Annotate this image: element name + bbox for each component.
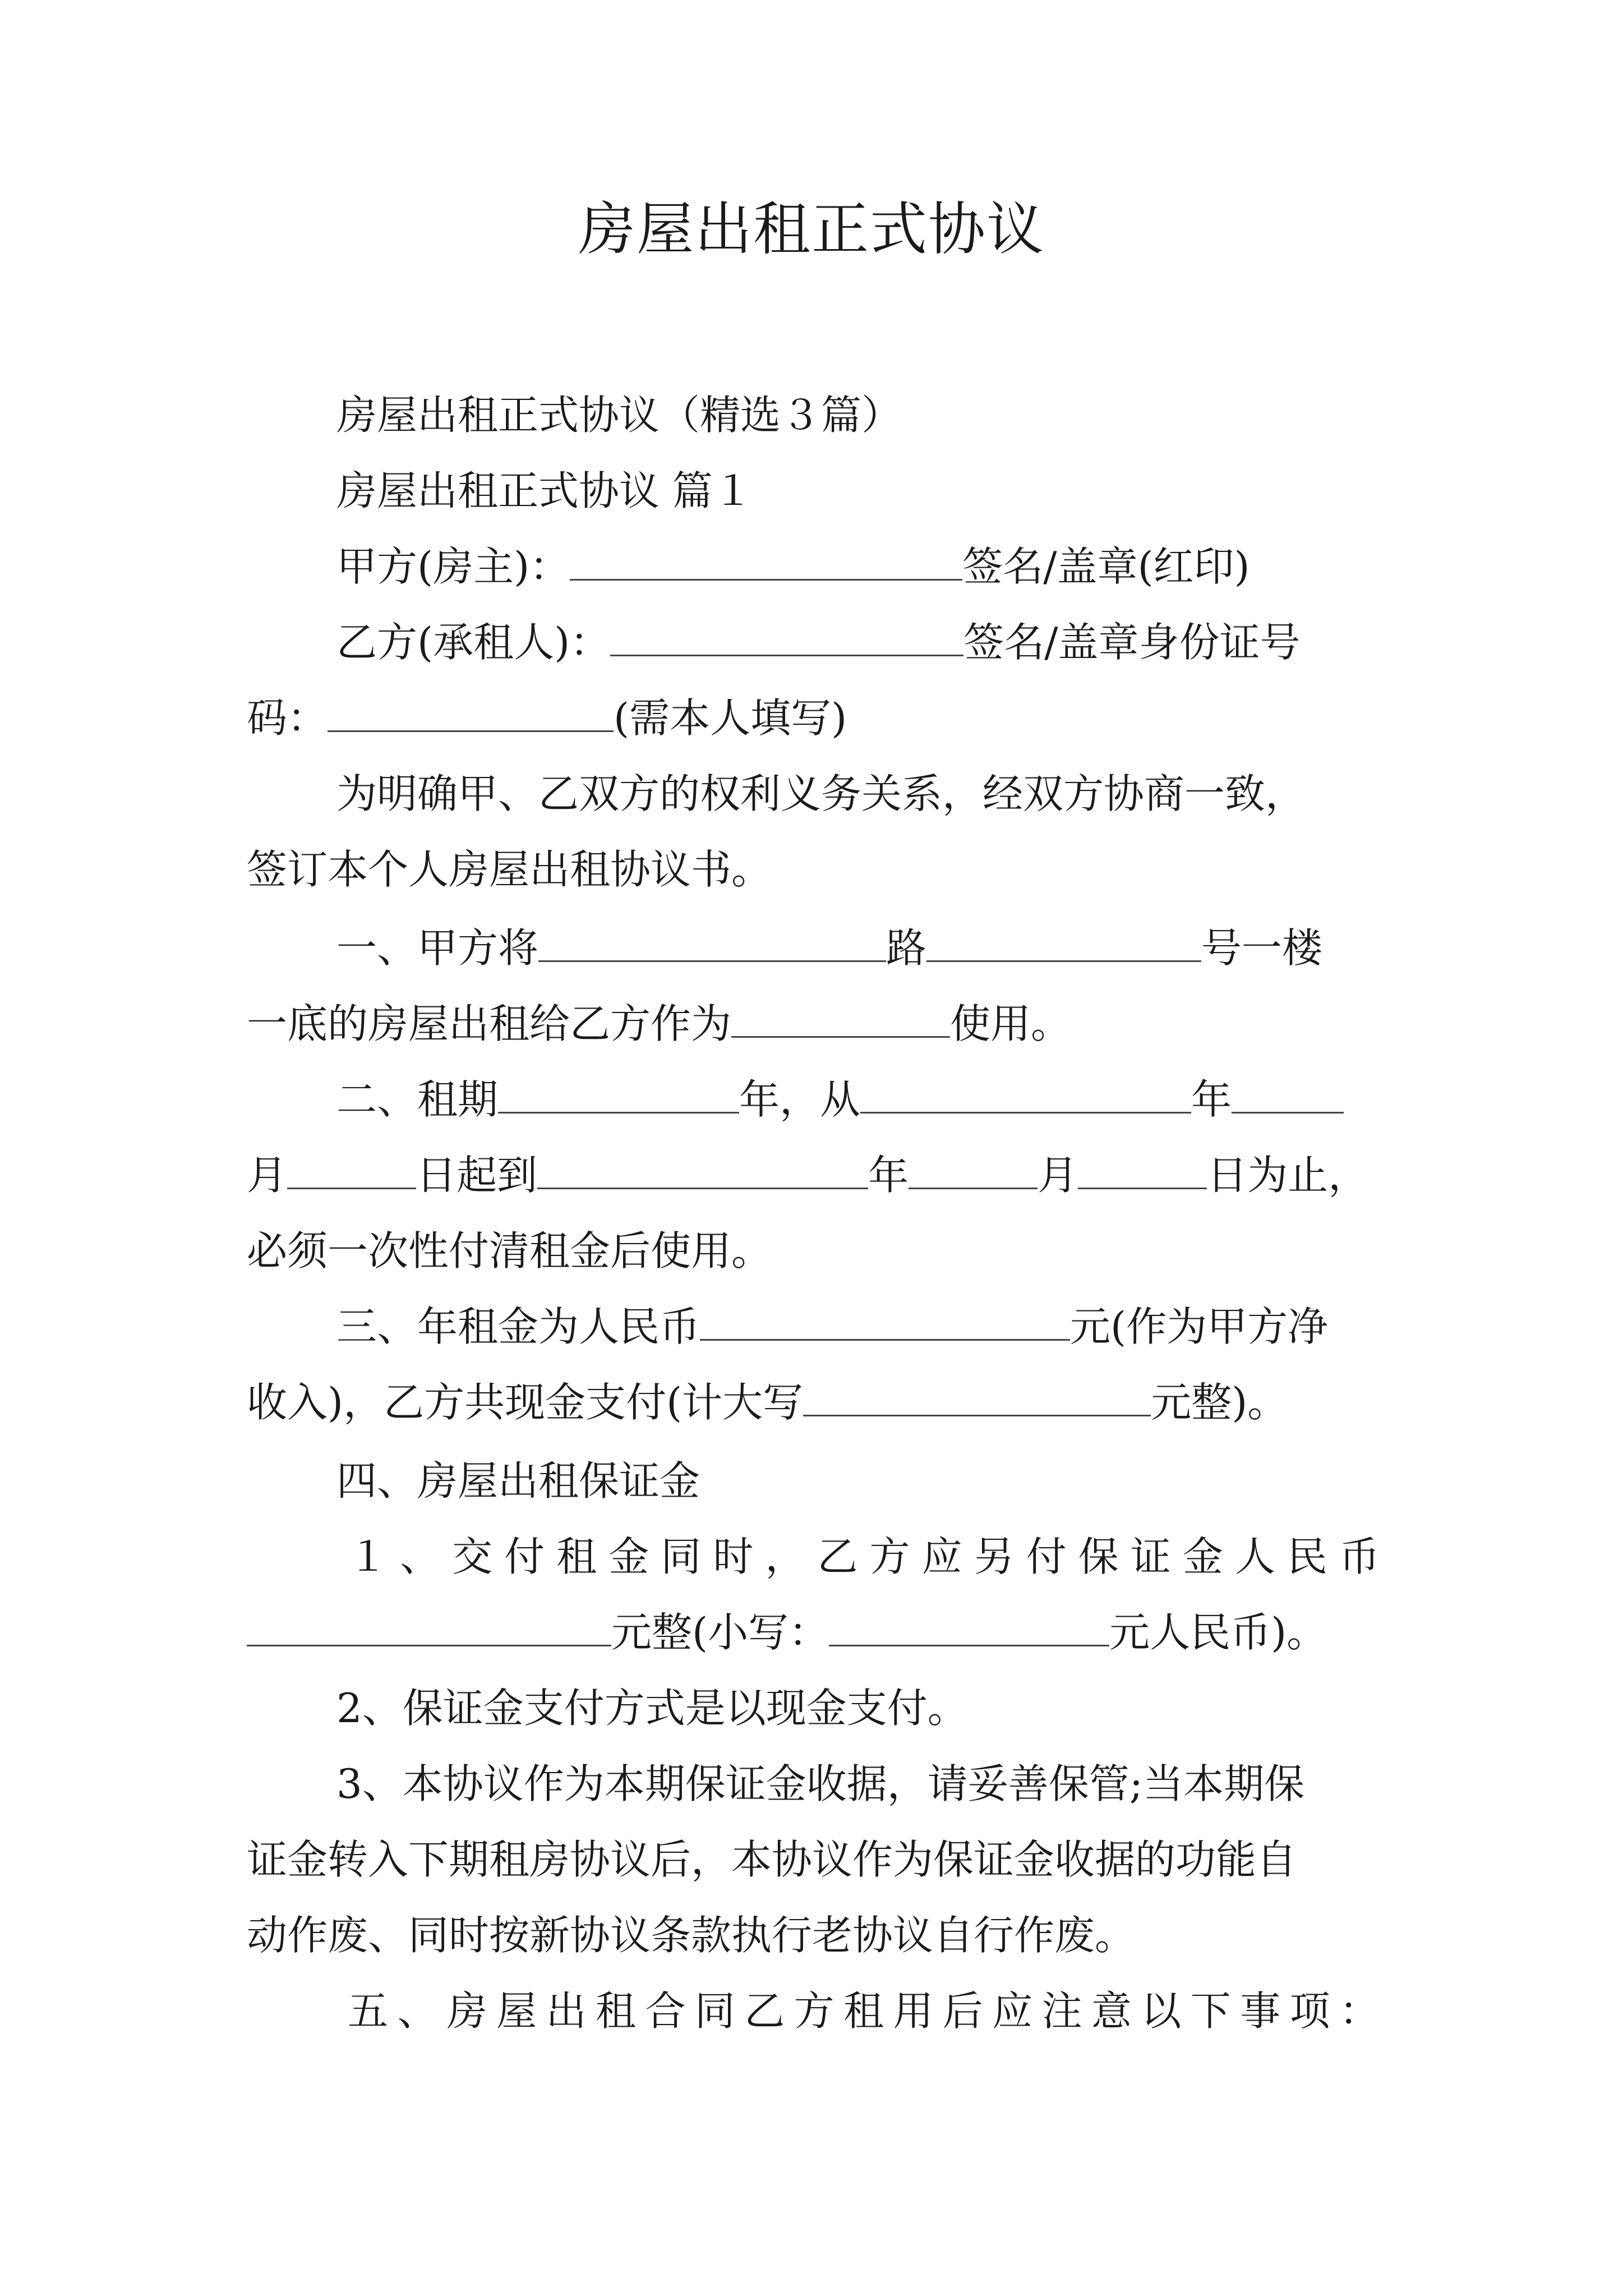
road-blank <box>538 921 886 962</box>
party-b-label: 乙方(承租人)： <box>336 619 611 666</box>
clause-2-text-g: 月 <box>1038 1152 1078 1199</box>
clause-4-1-line-2 <box>247 1604 1380 1660</box>
clause-3-text-c: 收入)，乙方共现金支付(计大写 <box>247 1379 804 1426</box>
clause-4-1-text-b: 元整(小写： <box>611 1609 829 1656</box>
clause-1-line-1 <box>336 920 1380 976</box>
rent-uppercase-blank <box>803 1375 1151 1416</box>
clause-3-line-1 <box>336 1299 1380 1355</box>
document-title: 房屋出租正式协议 <box>578 196 1045 263</box>
clause-4-1-line-1: １、交付租金同时，乙方应另付保证金人民币 <box>348 1533 1380 1580</box>
clause-5-heading: 五、房屋出租合同乙方租用后应注意以下事项： <box>348 1987 1380 2035</box>
term-years-blank <box>498 1073 739 1114</box>
clause-2-text-d: 月 <box>247 1152 288 1199</box>
clause-4-3-line-3: 动作废、同时按新协议条款执行老协议自行作废。 <box>247 1912 1136 1959</box>
clause-3-text-a: 三、年租金为人民币 <box>336 1303 700 1350</box>
clause-2-text-f: 年 <box>868 1152 909 1199</box>
clause-2-line-2 <box>247 1147 1380 1203</box>
clause-1-text-a: 一、甲方将 <box>336 924 539 972</box>
clause-4-1-text-c: 元人民币)。 <box>1109 1609 1327 1656</box>
deposit-lowercase-blank <box>829 1605 1109 1646</box>
id-number-blank <box>328 691 614 732</box>
clause-1-line-2 <box>247 996 1380 1052</box>
preamble-line-1: 为明确甲、乙双方的权利义务关系，经双方协商一致， <box>336 770 1306 817</box>
clause-4-2: 2、保证金支付方式是以现金支付。 <box>336 1685 968 1732</box>
start-month-blank <box>1232 1073 1344 1114</box>
party-a-line <box>336 539 1380 595</box>
party-a-blank <box>570 540 962 581</box>
clause-2-text-e: 日起到 <box>416 1152 538 1199</box>
clause-2-text-a: 二、租期 <box>336 1076 499 1123</box>
usage-blank <box>731 997 950 1038</box>
number-blank <box>926 921 1201 962</box>
annual-rent-blank <box>700 1300 1070 1341</box>
clause-1-text-d: 一底的房屋出租给乙方作为 <box>247 1000 732 1047</box>
clause-2-text-h: 日为止， <box>1207 1152 1369 1199</box>
end-month-blank <box>909 1148 1038 1189</box>
preamble-line-2: 签订本个人房屋出租协议书。 <box>247 846 772 893</box>
deposit-amount-blank <box>247 1605 611 1646</box>
clause-2-text-c: 年 <box>1191 1076 1232 1123</box>
start-day-blank <box>287 1148 416 1189</box>
party-b-line <box>336 614 1380 670</box>
party-b-signature-label: 签名/盖章身份证号 <box>963 619 1301 666</box>
id-number-label: 码： <box>247 694 328 742</box>
id-number-line <box>247 690 1380 746</box>
party-b-blank <box>610 615 963 656</box>
clause-4-3-line-2: 证金转入下期租房协议后，本协议作为保证金收据的功能自 <box>247 1836 1297 1883</box>
start-year-blank <box>860 1073 1191 1114</box>
section-heading: 房屋出租正式协议 篇１ <box>336 467 753 514</box>
clause-2-text-b: 年，从 <box>739 1076 861 1123</box>
clause-3-line-2 <box>247 1374 1380 1430</box>
clause-1-text-e: 使用。 <box>950 1000 1072 1047</box>
id-number-note: (需本人填写) <box>614 694 847 742</box>
clause-1-text-b: 路 <box>886 924 927 972</box>
party-a-label: 甲方(房主)： <box>336 543 570 590</box>
clause-2-line-3: 必须一次性付清租金后使用。 <box>247 1227 772 1274</box>
end-day-blank <box>1078 1148 1207 1189</box>
clause-3-text-d: 元整)。 <box>1151 1379 1288 1426</box>
clause-1-text-c: 号一楼 <box>1201 924 1323 972</box>
clause-2-line-1 <box>336 1071 1380 1128</box>
clause-4-3-line-1: 3、本协议作为本期保证金收据，请妥善保管;当本期保 <box>336 1760 1305 1807</box>
paragraph-subtitle: 房屋出租正式协议（精选３篇） <box>336 392 902 439</box>
party-a-signature-label: 签名/盖章(红印) <box>962 543 1250 590</box>
end-year-blank <box>537 1148 868 1189</box>
clause-3-text-b: 元(作为甲方净 <box>1070 1303 1329 1350</box>
clause-4-heading: 四、房屋出租保证金 <box>336 1457 700 1504</box>
